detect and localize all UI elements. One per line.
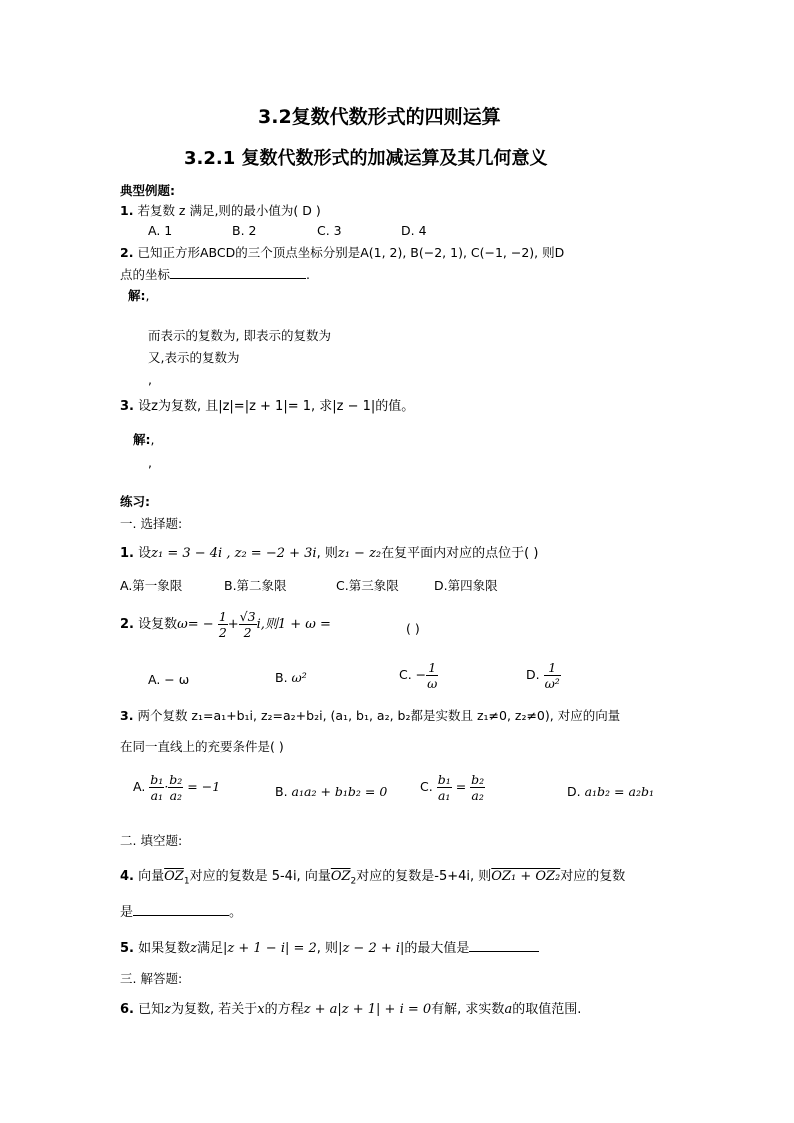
example-1-option-d: D. 4 [401,223,427,238]
fraction: $\frac{\text{b₁}}{\text{a₁}}$ [437,772,451,803]
practice-4-line2: 是 。 [120,905,243,920]
practice-1-option-d: D.第四象限 [434,578,498,593]
practice-3-line2: 在同一直线上的充要条件是( ) [120,739,284,754]
practice-2-option-b: B. ω² [275,670,307,685]
practice-2-paren: ( ) [406,621,420,636]
practice-1-option-b: B.第二象限 [224,578,287,593]
fraction: $\frac{√3}{2}$ [239,609,256,640]
page-title: 3.2复数代数形式的四则运算 [258,106,501,128]
answer-blank[interactable] [133,903,229,916]
section-choice-heading: 一. 选择题: [120,516,183,531]
practice-2: 2. 设复数ω= − $\frac{1}{2}$ + $\frac{√3}{2}$ i,则1 + ω = [120,609,331,640]
example-3-text: 设z为复数, 且|z|=|z + 1|= 1, 求|z − 1|的值。 [138,399,415,414]
examples-heading: 典型例题: [120,183,175,198]
section-fill-heading: 二. 填空题: [120,833,183,848]
example-3-solution: 解:, [133,432,155,447]
page-subtitle: 3.2.1 复数代数形式的加减运算及其几何意义 [184,148,548,169]
fraction: $\frac{\text{b₁}}{\text{a₁}}$ [150,772,164,803]
example-1 [120,203,321,218]
example-1-option-b: B. 2 [232,223,257,238]
practice-3-option-c: C. $\frac{\text{b₁}}{\text{a₁}}$ = $\frac{\text{b₂}}{\text{a₂}}$ [420,772,485,803]
practice-1-option-c: C.第三象限 [336,578,399,593]
practice-3-option-b: B. a₁a₂ + b₁b₂ = 0 [275,784,388,799]
practice-1-expr: z₁ = 3 − 4i , z₂ = −2 + 3i [151,546,317,561]
practice-3-option-d: D. a₁b₂ = a₂b₁ [567,784,654,799]
practice-2-option-c: C. − $\frac{1}{\omega}$ [399,660,438,691]
practice-5: 5. 如果复数z满足|z + 1 − i| = 2, 则|z − 2 + i|的最大值是 [120,939,539,957]
practice-4: 4. 向量$\overline{OZ}_1$对应的复数是 5-4i, 向量$\overline{OZ}_2$对应的复数是-5+4i, 则OZ₁ + OZ₂对应的复数 [120,869,626,887]
fraction: $\frac{1}{\text{ω²}}$ [544,660,560,691]
answer-blank[interactable] [170,266,306,279]
fraction: $\frac{\text{b₂}}{\text{a₂}}$ [169,772,183,803]
fraction: $\frac{1}{2}$ [218,609,227,640]
fraction: $\frac{1}{\omega}$ [427,660,438,691]
fraction: $\frac{\text{b₂}}{\text{a₂}}$ [471,772,485,803]
example-2-line2: 点的坐标 . [120,267,310,282]
section-solve-heading: 三. 解答题: [120,971,183,986]
practice-2-option-a: A. − ω [148,672,190,687]
practice-6: 6. 已知z为复数, 若关于x的方程z + a|z + 1| + i = 0有解, 求实数a的取值范围. [120,1002,582,1017]
example-2-solution-line3: , [148,372,152,387]
example-2-text: 已知正方形ABCD的三个顶点坐标分别是A(1, 2), B(−2, 1), C(−1, −2), 则D [137,245,565,260]
example-1-option-a: A. 1 [148,223,173,238]
example-2-solution-line1: 而表示的复数为, 即表示的复数为 [148,328,331,343]
practice-2-option-d: D. $\frac{1}{\text{ω²}}$ [526,660,560,691]
practice-1-option-a: A.第一象限 [120,578,183,593]
practice-1: 1. 设z₁ = 3 − 4i , z₂ = −2 + 3i, 则z₁ − z₂在复平面内对应的点位于( ) [120,546,539,561]
practice-3-option-a: A. $\frac{\text{b₁}}{\text{a₁}}$ · $\frac{\text{b₂}}{\text{a₂}}$ = −1 [133,772,221,803]
answer-blank[interactable] [469,939,539,952]
example-2-solution: 解:, [128,288,150,303]
example-1-text: 若复数 z 满足,则的最小值为( D ) [137,203,321,218]
example-3-solution-line1: , [148,455,152,470]
example-2-number: 2. [120,245,134,260]
example-1-number: 1. [120,203,134,218]
example-1-option-c: C. 3 [317,223,342,238]
example-2-solution-line2: 又,表示的复数为 [148,350,240,365]
practice-heading: 练习: [120,494,150,509]
example-2 [120,245,564,260]
example-3-number: 3. [120,399,134,414]
practice-3: 3. 两个复数 z₁=a₁+b₁i, z₂=a₂+b₂i, (a₁, b₁, a₂, b₂都是实数且 z₁≠0, z₂≠0), 对应的向量 [120,708,621,723]
example-3 [120,399,414,415]
